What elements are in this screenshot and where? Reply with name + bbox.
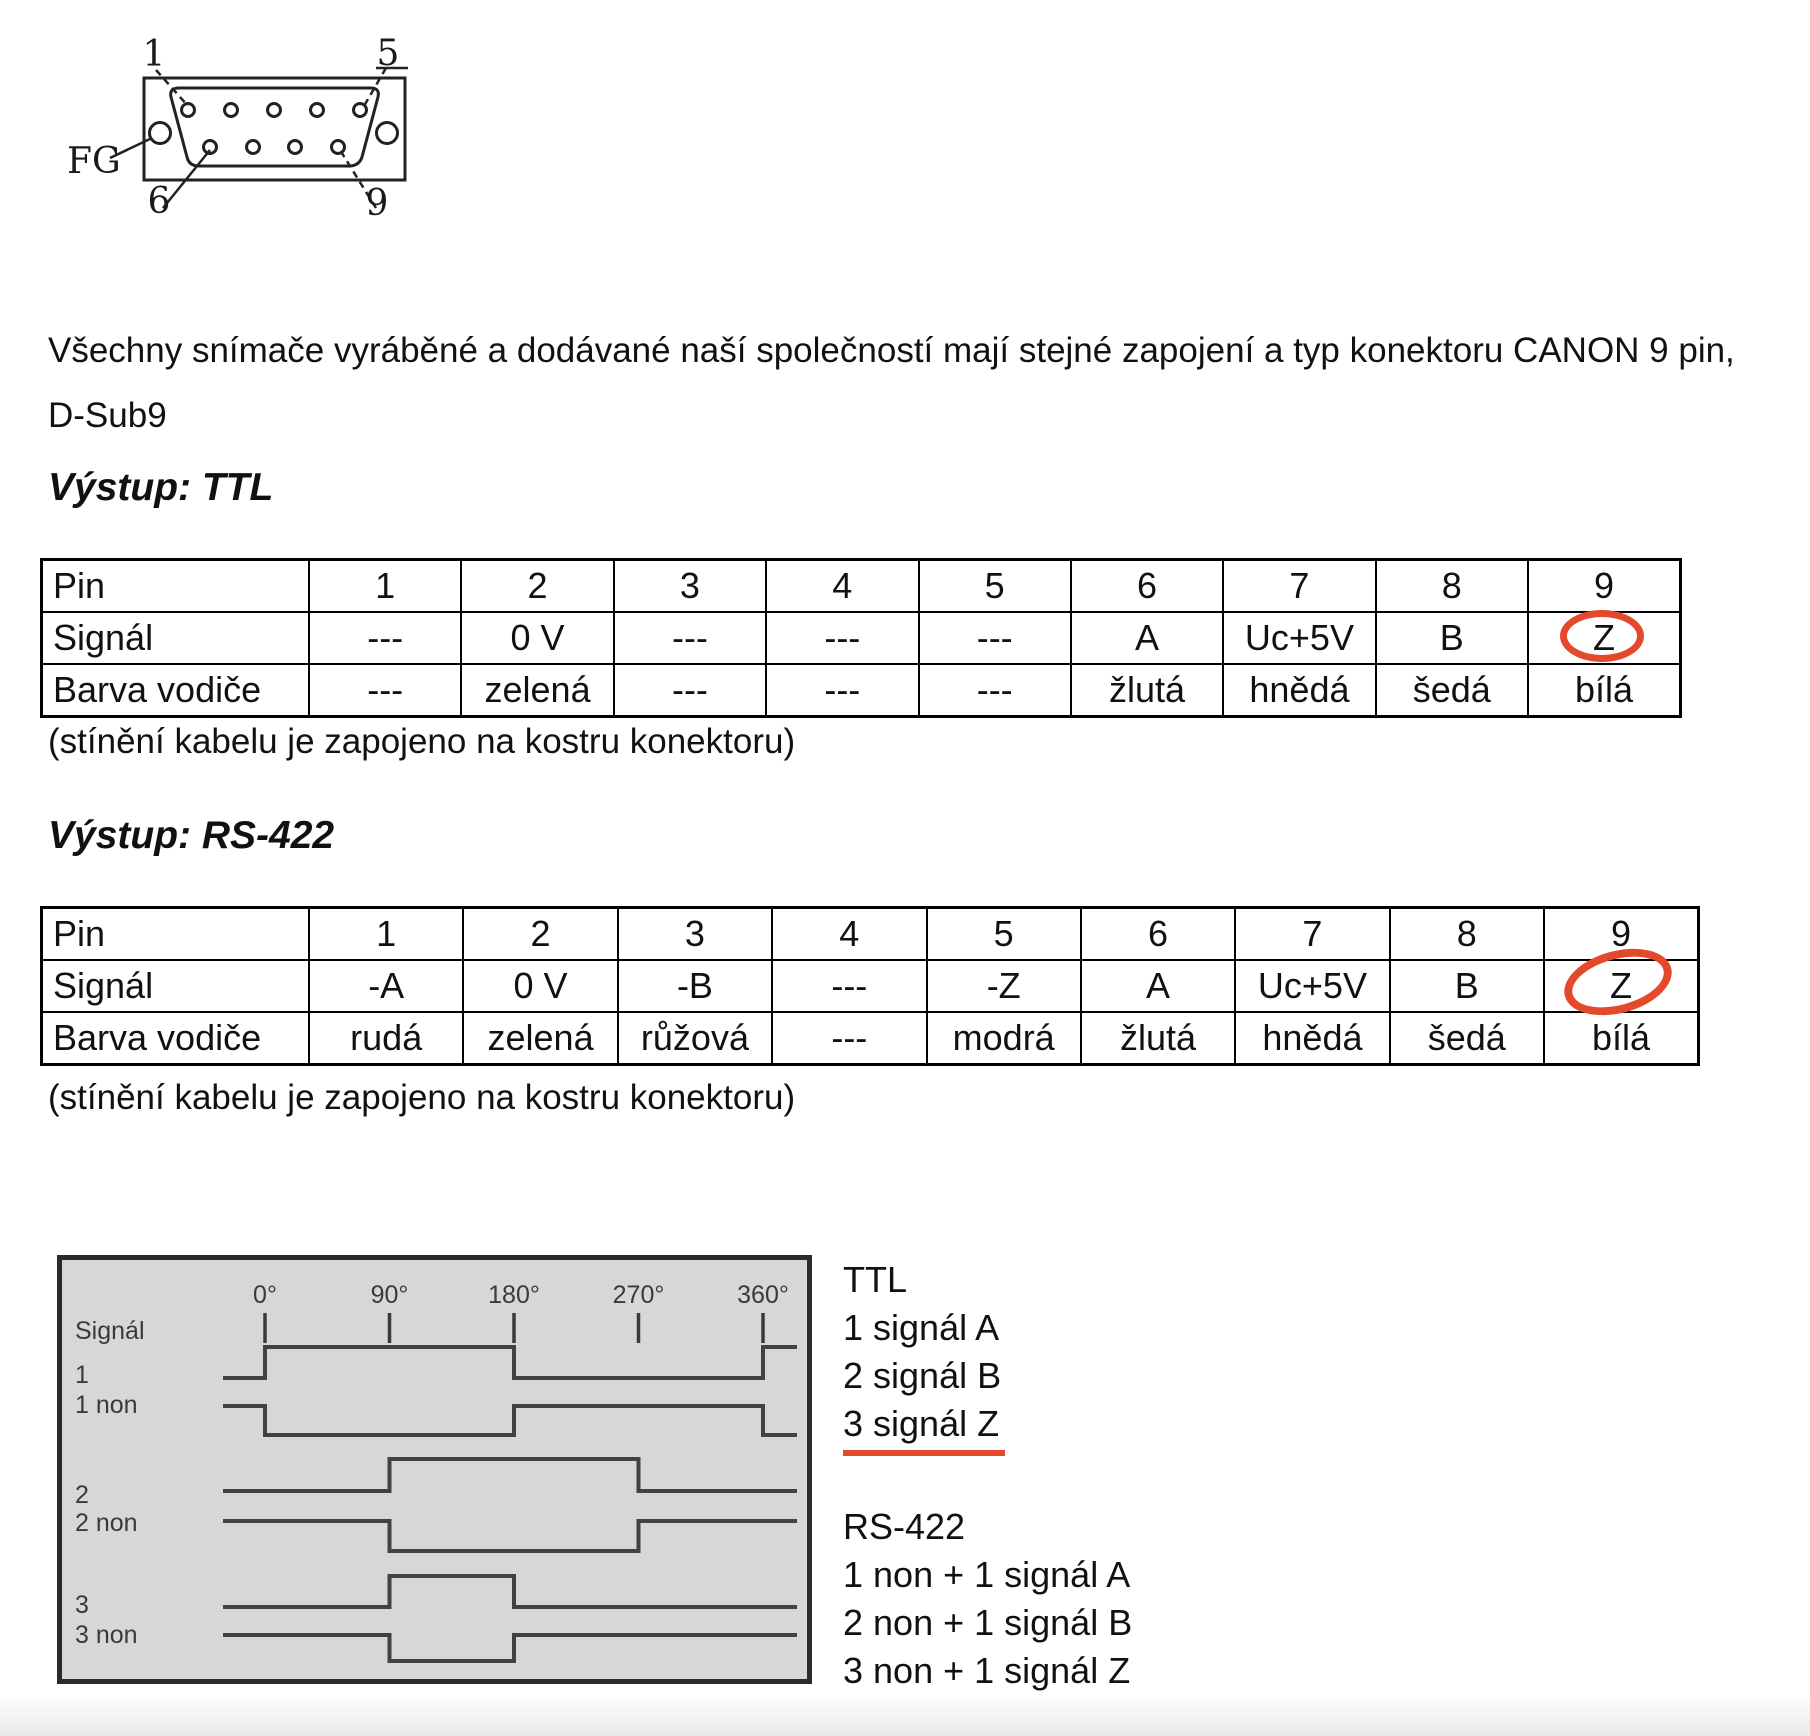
table-cell: modrá: [927, 1012, 1081, 1065]
table-cell: ---: [614, 612, 766, 664]
intro-paragraph: Všechny snímače vyráběné a dodávané naší společností mají stejné zapojení a typ konektoru CANON 9 pin, D-Sub9: [48, 331, 1735, 435]
angle-tick-label: 180°: [488, 1281, 540, 1309]
table-cell: A: [1071, 612, 1223, 664]
pin9-label: 9: [365, 183, 389, 224]
waveform-label: 1: [75, 1361, 89, 1389]
table-cell: žlutá: [1081, 1012, 1235, 1065]
table-cell: 9: [1544, 908, 1699, 961]
table-cell: hnědá: [1235, 1012, 1389, 1065]
ttl-shielding-note: (stínění kabelu je zapojeno na kostru konektoru): [48, 722, 796, 761]
table-cell: Uc+5V: [1223, 612, 1375, 664]
table-cell: Z: [1528, 612, 1681, 664]
connector-shell-trapezoid: [171, 88, 379, 166]
table-row: [42, 1012, 1699, 1065]
table-cell: A: [1081, 960, 1235, 1012]
table-cell: 8: [1390, 908, 1544, 961]
table-cell: šedá: [1376, 664, 1528, 717]
table-cell: -Z: [927, 960, 1081, 1012]
table-cell: 4: [772, 908, 926, 961]
table-cell: zelená: [461, 664, 613, 717]
mounting-hole-left: [150, 123, 171, 144]
page-bottom-shadow: [0, 1694, 1810, 1736]
table-cell: 5: [919, 560, 1071, 613]
legend-item-text: 2 signál B: [843, 1355, 1002, 1396]
legend-rs422: [843, 1503, 1136, 1695]
legend-item: [843, 1352, 1005, 1400]
waveform-label: 3 non: [75, 1621, 138, 1649]
legend-item-text: 2 non + 1 signál B: [843, 1602, 1133, 1643]
table-cell: 8: [1376, 560, 1528, 613]
pin6-label: 6: [147, 181, 171, 222]
angle-tick-label: 270°: [612, 1281, 665, 1309]
table-cell: 3: [618, 908, 772, 961]
table-cell: 3: [614, 560, 766, 613]
table-cell: 6: [1081, 908, 1235, 961]
table-cell: 2: [463, 908, 617, 961]
table-cell: zelená: [463, 1012, 617, 1065]
fg-label: FG: [67, 141, 121, 182]
legend-item: [843, 1400, 1005, 1448]
pin-holes: [150, 104, 398, 154]
legend-item-underlined-text: 3 non + 1 signál Z: [843, 1647, 1136, 1703]
red-circle-annotation-ttl-z: [1560, 610, 1644, 662]
row-label: Barva vodiče: [42, 664, 310, 717]
legend-item: [843, 1304, 1005, 1352]
table-cell: 1: [309, 908, 463, 961]
legend-item-text: 1 signál A: [843, 1307, 1000, 1348]
table-cell: 1: [309, 560, 461, 613]
waveform-label: 1 non: [75, 1391, 138, 1419]
pin1-label: 1: [142, 34, 166, 75]
table-cell: ---: [919, 612, 1071, 664]
table-row: [42, 560, 1681, 613]
waveform-label: 2 non: [75, 1509, 138, 1537]
legend-title: RS-422: [843, 1506, 966, 1547]
table-cell: hnědá: [1223, 664, 1375, 717]
table-row: [42, 908, 1699, 961]
legend-title: TTL: [843, 1259, 908, 1300]
table-cell: bílá: [1528, 664, 1681, 717]
angle-tick-label: 360°: [737, 1281, 789, 1309]
table-cell: ---: [766, 612, 918, 664]
legend-item-underlined-text: 3 signál Z: [843, 1400, 1005, 1456]
row-label: Pin: [42, 908, 310, 961]
angle-tick-label: 90°: [370, 1281, 409, 1309]
table-cell: -B: [618, 960, 772, 1012]
table-cell: ---: [766, 664, 918, 717]
angle-tick-label: 0°: [253, 1281, 277, 1309]
table-cell: žlutá: [1071, 664, 1223, 717]
timing-corner-label: Signál: [75, 1317, 145, 1345]
table-cell: 0 V: [463, 960, 617, 1012]
table-cell: ---: [309, 612, 461, 664]
waveform-label: 2: [75, 1481, 89, 1509]
table-cell: ---: [772, 1012, 926, 1065]
row-label: Barva vodiče: [42, 1012, 310, 1065]
table-cell: rudá: [309, 1012, 463, 1065]
legend-item: [843, 1647, 1136, 1695]
pin5-label: 5: [376, 33, 400, 74]
mounting-hole-right: [377, 123, 398, 144]
legend-item-text: 1 non + 1 signál A: [843, 1554, 1131, 1595]
rs422-shielding-note: (stínění kabelu je zapojeno na kostru konektoru): [48, 1078, 796, 1117]
table-cell: 7: [1223, 560, 1375, 613]
table-cell: Uc+5V: [1235, 960, 1389, 1012]
heading-rs422: Výstup: RS-422: [48, 814, 335, 857]
table-cell: růžová: [618, 1012, 772, 1065]
row-label: Pin: [42, 560, 310, 613]
table-cell: šedá: [1390, 1012, 1544, 1065]
table-cell: ---: [614, 664, 766, 717]
heading-ttl: Výstup: TTL: [48, 466, 274, 509]
table-cell: B: [1390, 960, 1544, 1012]
table-cell: 4: [766, 560, 918, 613]
timing-diagram-frame: [60, 1258, 810, 1682]
table-cell: ---: [309, 664, 461, 717]
table-cell: bílá: [1544, 1012, 1699, 1065]
signal-timing-diagram: [57, 1255, 812, 1684]
dsub9-connector-figure: [48, 22, 418, 227]
table-cell: 9: [1528, 560, 1681, 613]
row-label: Signál: [42, 612, 310, 664]
table-cell: ---: [919, 664, 1071, 717]
table-cell: B: [1376, 612, 1528, 664]
row-label: Signál: [42, 960, 310, 1012]
table-cell: -A: [309, 960, 463, 1012]
table-cell: 5: [927, 908, 1081, 961]
rs422-pinout-table: [40, 906, 1700, 1066]
table-row: [42, 960, 1699, 1012]
legend-ttl: [843, 1256, 1005, 1448]
table-row: [42, 612, 1681, 664]
table-cell: 2: [461, 560, 613, 613]
table-cell: 6: [1071, 560, 1223, 613]
ttl-pinout-table: [40, 558, 1682, 718]
table-cell: 7: [1235, 908, 1389, 961]
table-cell: ---: [772, 960, 926, 1012]
legend-item: [843, 1599, 1136, 1647]
table-row: [42, 664, 1681, 717]
table-cell: Z: [1544, 960, 1699, 1012]
waveform-label: 3: [75, 1591, 89, 1619]
legend-item: [843, 1551, 1136, 1599]
table-cell: 0 V: [461, 612, 613, 664]
